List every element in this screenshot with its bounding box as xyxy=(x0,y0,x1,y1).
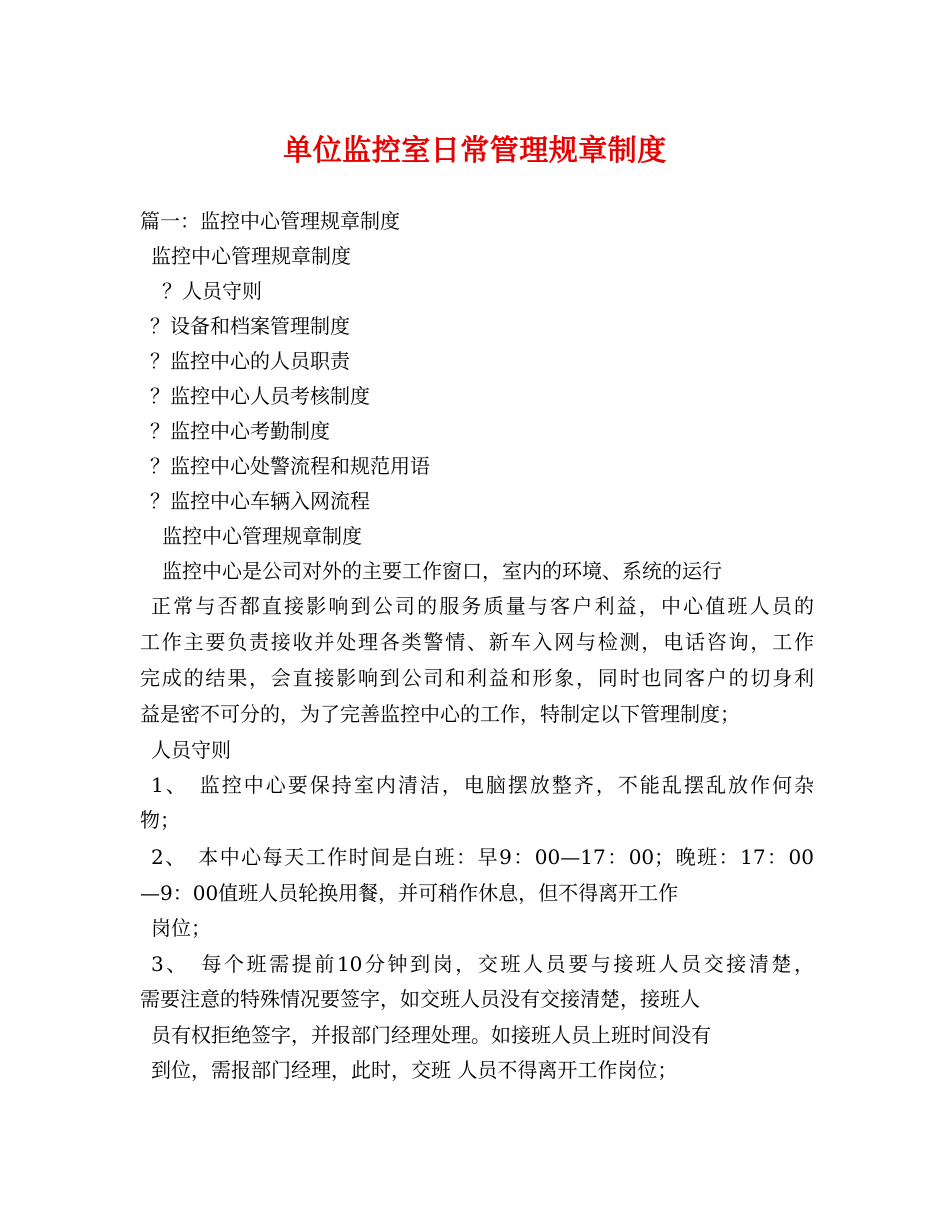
text-line: 员有权拒绝签字，并报部门经理处理。如接班人员上班时间没有 xyxy=(151,1023,711,1047)
text-line: 工作主要负责接收并处理各类警情、新车入网与检测，电话咨询，工作 xyxy=(140,630,814,654)
text-line: 监控中心管理规章制度 xyxy=(162,524,362,548)
text-line: 物； xyxy=(140,808,180,832)
text-line: 3、 每个班需提前10分钟到岗，交班人员要与接班人员交接清楚， xyxy=(151,952,814,976)
text-line: 岗位； xyxy=(151,916,211,940)
text-line: ？监控中心的人员职责 xyxy=(150,349,350,373)
text-line: 正常与否都直接影响到公司的服务质量与客户利益，中心值班人员的 xyxy=(151,594,814,618)
document-title: 单位监控室日常管理规章制度 xyxy=(283,133,667,167)
text-line: 需要注意的特殊情况要签字，如交班人员没有交接清楚，接班人 xyxy=(140,987,700,1011)
text-line: ？设备和档案管理制度 xyxy=(150,314,350,338)
text-line: —9：00值班人员轮换用餐，并可稍作休息，但不得离开工作 xyxy=(140,881,679,905)
text-line: 1、 监控中心要保持室内清洁，电脑摆放整齐，不能乱摆乱放作何杂 xyxy=(151,773,814,797)
text-line: ？监控中心处警流程和规范用语 xyxy=(150,454,430,478)
text-line: 益是密不可分的，为了完善监控中心的工作，特制定以下管理制度； xyxy=(140,702,740,726)
text-line: 完成的结果，会直接影响到公司和利益和形象，同时也同客户的切身利 xyxy=(140,666,814,690)
text-line: ？人员守则 xyxy=(162,279,262,303)
text-line: 监控中心管理规章制度 xyxy=(151,244,351,268)
text-line: 2、 本中心每天工作时间是白班：早9：00—17：00；晚班：17：00 xyxy=(151,845,814,869)
text-line: 监控中心是公司对外的主要工作窗口，室内的环境、系统的运行 xyxy=(162,559,722,583)
text-line: ？监控中心考勤制度 xyxy=(150,419,330,443)
text-line: ？监控中心人员考核制度 xyxy=(150,384,370,408)
text-line: ？监控中心车辆入网流程 xyxy=(150,489,370,513)
text-line: 篇一：监控中心管理规章制度 xyxy=(140,209,400,233)
text-line: 人员守则 xyxy=(151,738,231,762)
text-line: 到位，需报部门经理，此时，交班 人员不得离开工作岗位； xyxy=(151,1058,678,1082)
